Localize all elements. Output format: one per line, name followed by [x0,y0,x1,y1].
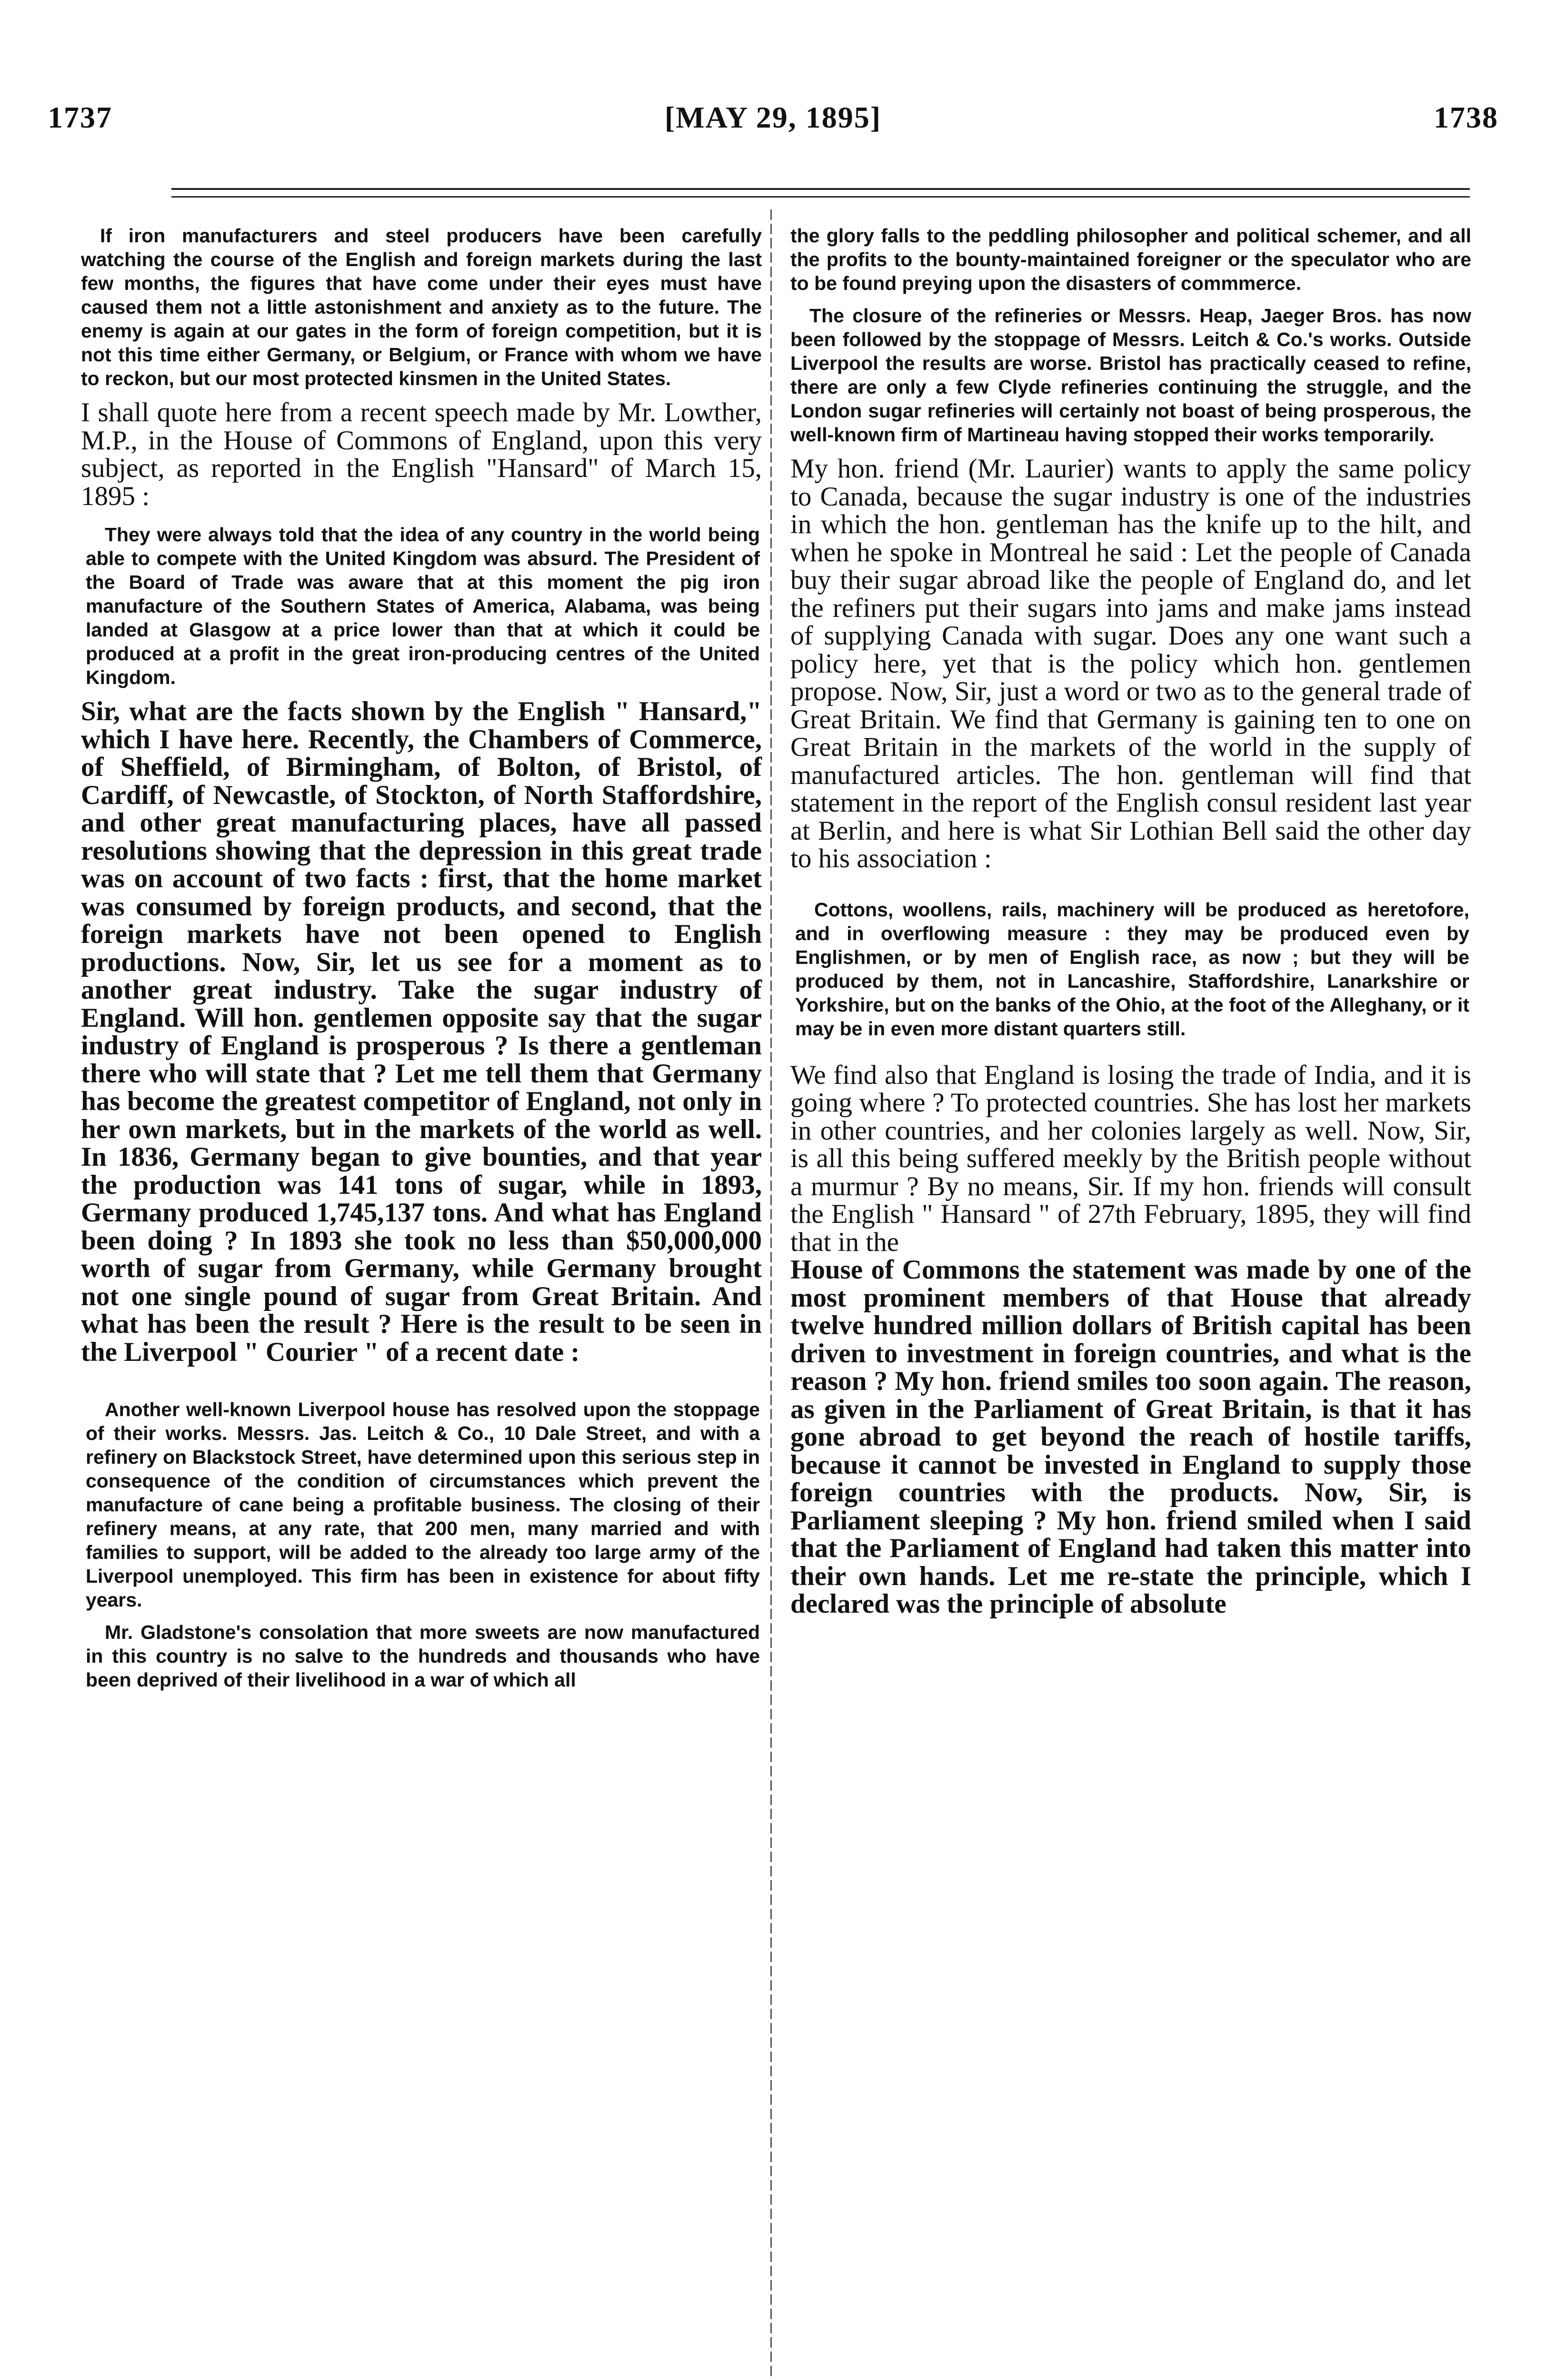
right-quote-continued: the glory falls to the peddling philosopher and political schemer, and all the profits to the bounty-maintained foreigner or the speculator who are to be found preying upon the disasters of commmerce. [790,225,1471,294]
left-quote-gladstone: Mr. Gladstone's consolation that more sweets are now manufactured in this country is no salve to the hundreds and thousands who have been deprived of their livelihood in a war of which all [86,1621,760,1691]
left-quote-hansard: They were always told that the idea of any country in the world being able to compete with the United Kingdom was absurd. The President of the Board of Trade was aware that at this moment the pig iron manufacture of the Southern States of America, Alabama, was being landed at Glasgow at a price lower than that at which it could be produced at a profit in the great iron-producing centres of the United Kingdom. [86,524,760,688]
header-date: [MAY 29, 1895] [664,100,882,134]
right-quote-lothian-bell: Cottons, woollens, rails, machinery will be produced as heretofore, and in overflowing measure : they may be produced even by Englishmen, or by men of English race, as now ; but they will be produced by them, not in Lancashire, Staffordshire, Lanarkshire or Yorkshire, but on the banks of the Ohio, at the foot of the Alleghany, or it may be in even more distant quarters still. [795,898,1469,1040]
left-paragraph-sugar-industry: Sir, what are the facts shown by the English " Hansard," which I have here. Recently, the Chambers of Commerce, of Sheffield, of Birmingham, of Bolton, of Bristol, of Cardiff, of Newcastle, of Stockton, of North Staffordshire, and other great manufacturing places, have all passed resolutions showing that the depression in this great trade was on account of two facts : first, that the home market was consumed by foreign products, and second, that the foreign markets have not been opened to English productions. Now, Sir, let us see for a moment as to another great industry. Take the sugar industry of England. Will hon. gentlemen opposite say that the sugar industry of England is prosperous ? Is there a gentleman there who will state that ? Let me tell them that Germany has become the greatest competitor of England, not only in her own markets, but in the markets of the world as well. In 1836, Germany began to give bounties, and that year the production was 141 tons of sugar, while in 1893, Germany produced 1,745,137 tons. And what has England been doing ? In 1893 she took no less than $50,000,000 worth of sugar from Germany, while Germany brought not one single pound of sugar from Great Britain. And what has been the result ? Here is the result to be seen in the Liverpool " Courier " of a recent date : [81,696,762,1367]
header-rule-bottom [171,196,1470,198]
left-column [81,224,762,1700]
page-number-right: 1738 [1434,100,1498,134]
right-paragraph-india: We find also that England is losing the trade of India, and it is going where ? To protected countries. She has lost her markets in other countries, and her colonies largely as well. Now, Sir, is all this being suffered meekly by the British people without a murmur ? By no means, Sir. If my hon. friends will consult the English " Hansard " of 27th February, 1895, they will find that in the [790,1060,1471,1257]
right-paragraph-house-of-commons: House of Commons the statement was made by one of the most prominent members of that House that already twelve hundred million dollars of British capital has been driven to investment in foreign countries, and what is the reason ? My hon. friend smiles too soon again. The reason, as given in the Parliament of Great Britain, is that it has gone abroad to get beyond the reach of hostile tariffs, because it cannot be invested in England to supply those foreign countries with the products. Now, Sir, is Parliament sleeping ? My hon. friend smiled when I said that the Parliament of England had taken this matter into their own hands. Let me re-state the principle, which I declared was the principle of absolute [790,1255,1471,1619]
column-divider [770,209,772,2380]
right-quote-refineries: The closure of the refineries or Messrs. Heap, Jaeger Bros. has now been followed by the stoppage of Messrs. Leitch & Co.'s works. Outside Liverpool the results are worse. Bristol has practically ceased to refine, there are only a few Clyde refineries continuing the struggle, and the London sugar refineries will certainly not boast of being prosperous, the well-known firm of Martineau having stopped their works temporarily. [790,305,1471,446]
header-rule-top [171,188,1470,190]
page-header [48,100,1498,143]
right-column [790,224,1471,1631]
left-paragraph-iron: If iron manufacturers and steel producers have been carefully watching the course of the English and foreign markets during the last few months, the figures that have come under their eyes must have caused them not a little astonishment and anxiety as to the future. The enemy is again at our gates in the form of foreign competition, but it is not this time either Germany, or Belgium, or France with whom we have to reckon, but our most protected kinsmen in the United States. [81,225,762,389]
page-number-left: 1737 [48,100,112,134]
right-paragraph-laurier: My hon. friend (Mr. Laurier) wants to apply the same policy to Canada, because the sugar industry is one of the industries in which the hon. gentleman has the knife up to the hilt, and when he spoke in Montreal he said : Let the people of Canada buy their sugar abroad like the people of England do, and let the refiners put their sugars into jams and make jams instead of supplying Canada with sugar. Does any one want such a policy here, yet that is the policy which hon. gentlemen propose. Now, Sir, just a word or two as to the general trade of Great Britain. We find that Germany is gaining ten to one on Great Britain in the markets of the world in the supply of manufactured articles. The hon. gentleman will find that statement in the report of the English consul resident last year at Berlin, and here is what Sir Lothian Bell said the other day to his association : [790,454,1471,873]
left-paragraph-lowther-intro: I shall quote here from a recent speech made by Mr. Lowther, M.P., in the House of Commons of England, upon this very subject, as reported in the English "Hansard" of March 15, 1895 : [81,397,762,511]
left-quote-courier: Another well-known Liverpool house has resolved upon the stoppage of their works. Messrs. Jas. Leitch & Co., 10 Dale Street, and with a refinery on Blackstock Street, have determined upon this serious step in consequence of the condition of circumstances which prevent the manufacture of cane being a profitable business. The closing of their refinery means, at any rate, that 200 men, many married and with families to support, will be added to the already too large army of the Liverpool unemployed. This firm has been in existence for about fifty years. [86,1398,760,1611]
